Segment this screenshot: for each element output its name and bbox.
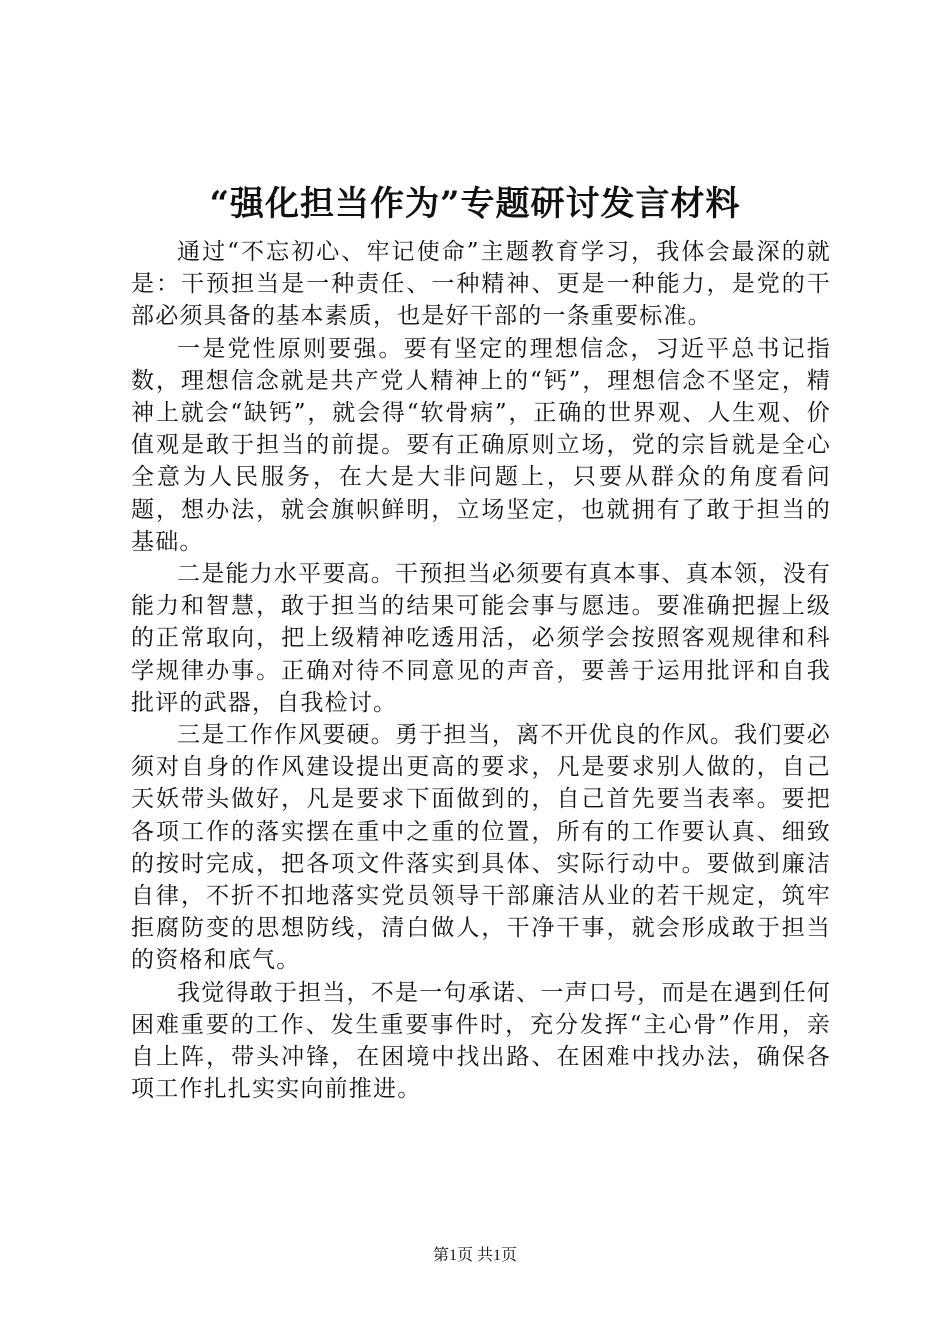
page-title: “强化担当作为”专题研讨发言材料: [209, 184, 741, 224]
paragraph-work-style: 三是工作作风要硬。勇于担当，离不开优良的作风。我们要必须对自身的作风建设提出更高的要求，凡是要求别人做的，自己天妖带头做好，凡是要求下面做到的，自己首先要当表率。要把各项工作的落实摆在重中之重的位置，所有的工作要认真、细致的按时完成，把各项文件落实到具体、实际行动中。要做到廉洁自律，不折不扣地落实党员领导干部廉洁从业的若干规定，筑牢拒腐防变的思想防线，清白做人，干净干事，就会形成敢于担当的资格和底气。: [131, 722, 831, 974]
document-body: [131, 236, 831, 1105]
paragraph-intro: 通过“不忘初心、牢记使命”主题教育学习，我体会最深的就是：干预担当是一种责任、一种精神、更是一种能力，是党的干部必须具备的基本素质，也是好干部的一条重要标准。: [131, 239, 831, 330]
paragraph-conclusion: 我觉得敢于担当，不是一句承诺、一声口号，而是在遇到任何困难重要的工作、发生重要事件时，充分发挥“主心骨”作用，亲自上阵，带头冲锋，在困境中找出路、在困难中找办法，确保各项工作扎扎实实向前推进。: [131, 979, 831, 1103]
paragraph-ability-level: 二是能力水平要高。干预担当必须要有真本事、真本领，没有能力和智慧，敢于担当的结果可能会事与愿违。要准确把握上级的正常取向，把上级精神吃透用活，必须学会按照客观规律和科学规律办事。正确对待不同意见的声音，要善于运用批评和自我批评的武器，自我检讨。: [131, 561, 831, 716]
paragraph-party-principle: 一是党性原则要强。要有坚定的理想信念，习近平总书记指数，理想信念就是共产党人精神上的“钙”，理想信念不坚定，精神上就会“缺钙”，就会得“软骨病”，正确的世界观、人生观、价值观是敢于担当的前提。要有正确原则立场，党的宗旨就是全心全意为人民服务，在大是大非问题上，只要从群众的角度看问题，想办法，就会旗帜鲜明，立场坚定，也就拥有了敢于担当的基础。: [131, 335, 831, 555]
page-footer: 第1页 共1页: [432, 1247, 517, 1264]
